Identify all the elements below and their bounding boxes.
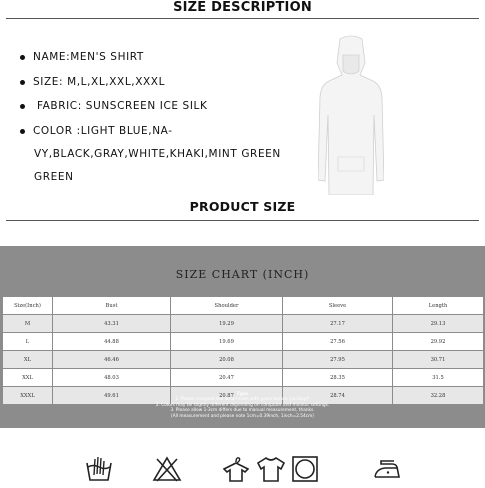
color-text-2: VY,BLACK,GRAY,WHITE,KHAKI,MINT GREEN xyxy=(34,148,281,160)
table-cell: 29.13 xyxy=(393,315,484,333)
table-row xyxy=(3,351,484,369)
heading-divider xyxy=(6,220,479,221)
table-cell: 20.47 xyxy=(171,369,283,387)
size-chart-title: SIZE CHART (INCH) xyxy=(175,268,310,281)
table-cell: 28.35 xyxy=(283,369,393,387)
name-text: NAME:MEN'S SHIRT xyxy=(33,51,144,63)
do-not-bleach-icon xyxy=(152,455,182,483)
table-cell: 27.56 xyxy=(283,333,393,351)
table-cell: M xyxy=(3,315,53,333)
tips-title: Tips: xyxy=(236,392,249,397)
table-cell: 27.95 xyxy=(283,351,393,369)
table-cell: 46.46 xyxy=(53,351,171,369)
color-line xyxy=(20,125,173,137)
heading-divider xyxy=(6,18,479,19)
table-cell: 29.92 xyxy=(393,333,484,351)
table-cell: 28.74 xyxy=(283,387,393,405)
bullet-icon xyxy=(20,55,25,60)
column-header: Size(Inch) xyxy=(3,297,53,315)
tips-line: 3. Please allow 1-3cm differs due to manual measurement, thanks. xyxy=(170,408,315,414)
table-cell: 30.71 xyxy=(393,351,484,369)
table-cell: 19.69 xyxy=(171,333,283,351)
table-cell: 43.31 xyxy=(53,315,171,333)
table-cell: XL xyxy=(3,351,53,369)
size-chart-panel xyxy=(0,246,485,428)
table-cell: 48.03 xyxy=(53,369,171,387)
table-row xyxy=(3,369,484,387)
size-text: SIZE: M,L,XL,XXL,XXXL xyxy=(33,76,166,88)
tips-line: (All measurement and please note 1cm=0.39inch, 1inch=2.54cm) xyxy=(171,413,314,419)
column-header: Shoulder xyxy=(171,297,283,315)
column-header: Bust xyxy=(53,297,171,315)
table-cell: 31.5 xyxy=(393,369,484,387)
bullet-icon xyxy=(20,129,25,134)
table-cell: 27.17 xyxy=(283,315,393,333)
table-cell: 49.61 xyxy=(53,387,171,405)
tips-line: 1. Please compare the detail sizes with yours before you buy!! xyxy=(175,397,310,403)
iron-icon xyxy=(372,455,402,483)
size-line xyxy=(20,76,165,88)
tips-line: 2. Colors may be slightly different depending on computer and monitor settings. xyxy=(155,402,330,408)
color-text: COLOR :LIGHT BLUE,NA- xyxy=(33,125,173,137)
column-header: Length xyxy=(393,297,484,315)
table-cell: XXL xyxy=(3,369,53,387)
bullet-icon xyxy=(20,80,25,85)
table-header-row xyxy=(3,297,484,315)
table-cell: XXXL xyxy=(3,387,53,405)
hand-wash-icon xyxy=(84,455,114,483)
hooded-shirt-image xyxy=(318,35,384,195)
table-cell: L xyxy=(3,333,53,351)
color-text-3: GREEN xyxy=(34,171,74,183)
size-chart-table xyxy=(2,296,484,405)
column-header: Sleeve xyxy=(283,297,393,315)
fabric-line xyxy=(20,100,207,112)
hang-dry-icon xyxy=(221,455,251,483)
table-cell: 20.08 xyxy=(171,351,283,369)
size-description-heading: SIZE DESCRIPTION xyxy=(173,0,312,15)
table-cell: 32.28 xyxy=(393,387,484,405)
tumble-dry-icon xyxy=(290,455,320,483)
table-cell: 19.29 xyxy=(171,315,283,333)
shirt-icon xyxy=(256,455,286,483)
table-row xyxy=(3,315,484,333)
name-line xyxy=(20,51,144,63)
table-cell: 20.87 xyxy=(171,387,283,405)
bullet-icon xyxy=(20,104,25,109)
tips-block xyxy=(0,392,485,419)
table-row xyxy=(3,333,484,351)
table-cell: 44.88 xyxy=(53,333,171,351)
color-line-3 xyxy=(34,171,74,183)
color-line-2 xyxy=(34,148,281,160)
fabric-text: FABRIC: SUNSCREEN ICE SILK xyxy=(33,100,208,112)
product-size-heading: PRODUCT SIZE xyxy=(189,199,296,214)
